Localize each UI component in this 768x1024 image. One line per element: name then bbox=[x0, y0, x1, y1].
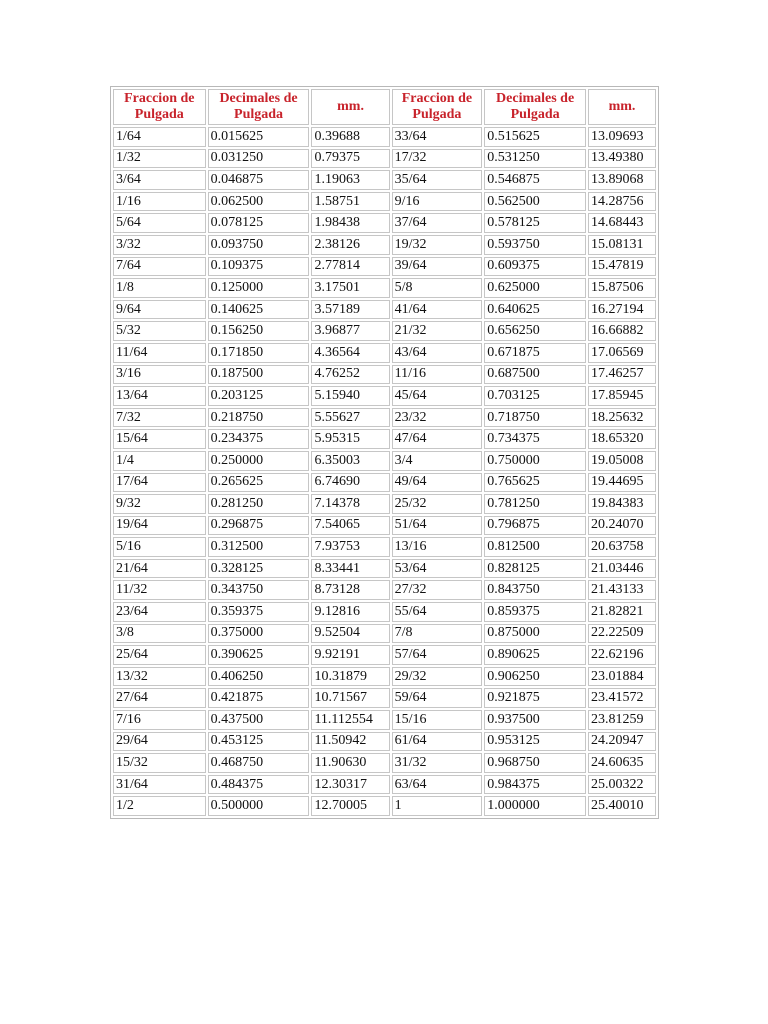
mm-cell: 19.44695 bbox=[588, 473, 656, 493]
mm-cell: 19.05008 bbox=[588, 451, 656, 471]
fraction-cell: 3/16 bbox=[113, 365, 206, 385]
fraction-cell: 17/64 bbox=[113, 473, 206, 493]
decimal-cell: 0.890625 bbox=[484, 645, 586, 665]
header-line: Pulgada bbox=[134, 107, 184, 122]
table-row bbox=[113, 537, 656, 557]
fraction-cell: 5/16 bbox=[113, 537, 206, 557]
fraction-cell: 7/16 bbox=[113, 710, 206, 730]
fraction-cell: 33/64 bbox=[392, 127, 483, 147]
decimal-cell: 0.515625 bbox=[484, 127, 586, 147]
fraction-cell: 1/2 bbox=[113, 796, 206, 816]
decimal-cell: 0.593750 bbox=[484, 235, 586, 255]
fraction-cell: 11/16 bbox=[392, 365, 483, 385]
fraction-cell: 13/64 bbox=[113, 386, 206, 406]
mm-cell: 3.17501 bbox=[311, 278, 389, 298]
fraction-cell: 17/32 bbox=[392, 149, 483, 169]
fraction-cell: 61/64 bbox=[392, 732, 483, 752]
decimal-cell: 0.921875 bbox=[484, 688, 586, 708]
mm-cell: 17.85945 bbox=[588, 386, 656, 406]
mm-cell: 22.22509 bbox=[588, 624, 656, 644]
mm-cell: 15.08131 bbox=[588, 235, 656, 255]
decimal-cell: 0.390625 bbox=[208, 645, 310, 665]
mm-cell: 23.01884 bbox=[588, 667, 656, 687]
decimal-cell: 0.234375 bbox=[208, 429, 310, 449]
table-row bbox=[113, 753, 656, 773]
header-line: mm. bbox=[608, 99, 636, 114]
mm-cell: 2.38126 bbox=[311, 235, 389, 255]
fraction-cell: 1/4 bbox=[113, 451, 206, 471]
mm-cell: 20.63758 bbox=[588, 537, 656, 557]
decimal-cell: 0.812500 bbox=[484, 537, 586, 557]
mm-cell: 3.57189 bbox=[311, 300, 389, 320]
mm-cell: 9.92191 bbox=[311, 645, 389, 665]
fraction-cell: 15/32 bbox=[113, 753, 206, 773]
table-row bbox=[113, 235, 656, 255]
fraction-cell: 3/4 bbox=[392, 451, 483, 471]
decimal-cell: 0.328125 bbox=[208, 559, 310, 579]
decimal-cell: 0.906250 bbox=[484, 667, 586, 687]
fraction-cell: 21/64 bbox=[113, 559, 206, 579]
decimal-cell: 0.312500 bbox=[208, 537, 310, 557]
table-row bbox=[113, 451, 656, 471]
mm-cell: 15.87506 bbox=[588, 278, 656, 298]
header-decimal-right bbox=[484, 89, 586, 125]
mm-cell: 8.73128 bbox=[311, 580, 389, 600]
decimal-cell: 0.718750 bbox=[484, 408, 586, 428]
table-row bbox=[113, 645, 656, 665]
fraction-cell: 9/16 bbox=[392, 192, 483, 212]
decimal-cell: 0.078125 bbox=[208, 213, 310, 233]
header-line: Pulgada bbox=[234, 107, 284, 122]
mm-cell: 14.68443 bbox=[588, 213, 656, 233]
header-line: Decimales de bbox=[219, 91, 298, 106]
mm-cell: 22.62196 bbox=[588, 645, 656, 665]
mm-cell: 10.31879 bbox=[311, 667, 389, 687]
decimal-cell: 0.281250 bbox=[208, 494, 310, 514]
header-decimal-left bbox=[208, 89, 310, 125]
mm-cell: 1.98438 bbox=[311, 213, 389, 233]
mm-cell: 9.12816 bbox=[311, 602, 389, 622]
table-row bbox=[113, 343, 656, 363]
fraction-cell: 1/32 bbox=[113, 149, 206, 169]
decimal-cell: 0.625000 bbox=[484, 278, 586, 298]
table-row bbox=[113, 710, 656, 730]
decimal-cell: 0.765625 bbox=[484, 473, 586, 493]
table-row bbox=[113, 278, 656, 298]
decimal-cell: 0.500000 bbox=[208, 796, 310, 816]
decimal-cell: 0.421875 bbox=[208, 688, 310, 708]
decimal-cell: 0.250000 bbox=[208, 451, 310, 471]
fraction-cell: 1/16 bbox=[113, 192, 206, 212]
table-row bbox=[113, 602, 656, 622]
decimal-cell: 0.781250 bbox=[484, 494, 586, 514]
fraction-cell: 5/64 bbox=[113, 213, 206, 233]
fraction-cell: 57/64 bbox=[392, 645, 483, 665]
fraction-cell: 59/64 bbox=[392, 688, 483, 708]
fraction-cell: 13/32 bbox=[113, 667, 206, 687]
decimal-cell: 0.359375 bbox=[208, 602, 310, 622]
fraction-cell: 27/64 bbox=[113, 688, 206, 708]
fraction-cell: 45/64 bbox=[392, 386, 483, 406]
table-row bbox=[113, 732, 656, 752]
fraction-cell: 15/16 bbox=[392, 710, 483, 730]
table-row bbox=[113, 667, 656, 687]
mm-cell: 25.00322 bbox=[588, 775, 656, 795]
decimal-cell: 0.640625 bbox=[484, 300, 586, 320]
mm-cell: 0.79375 bbox=[311, 149, 389, 169]
decimal-cell: 0.843750 bbox=[484, 580, 586, 600]
fraction-cell: 19/64 bbox=[113, 516, 206, 536]
decimal-cell: 0.437500 bbox=[208, 710, 310, 730]
decimal-cell: 0.093750 bbox=[208, 235, 310, 255]
decimal-cell: 0.796875 bbox=[484, 516, 586, 536]
mm-cell: 5.95315 bbox=[311, 429, 389, 449]
mm-cell: 17.46257 bbox=[588, 365, 656, 385]
table-row bbox=[113, 386, 656, 406]
table-row bbox=[113, 775, 656, 795]
fraction-cell: 63/64 bbox=[392, 775, 483, 795]
decimal-cell: 0.015625 bbox=[208, 127, 310, 147]
mm-cell: 19.84383 bbox=[588, 494, 656, 514]
decimal-cell: 0.687500 bbox=[484, 365, 586, 385]
fraction-cell: 5/32 bbox=[113, 321, 206, 341]
table-body bbox=[113, 127, 656, 816]
table-row bbox=[113, 429, 656, 449]
table-row bbox=[113, 580, 656, 600]
table-row bbox=[113, 688, 656, 708]
decimal-cell: 0.203125 bbox=[208, 386, 310, 406]
table-row bbox=[113, 494, 656, 514]
mm-cell: 13.89068 bbox=[588, 170, 656, 190]
decimal-cell: 0.609375 bbox=[484, 257, 586, 277]
header-fraction-left bbox=[113, 89, 206, 125]
decimal-cell: 0.984375 bbox=[484, 775, 586, 795]
decimal-cell: 0.578125 bbox=[484, 213, 586, 233]
fraction-cell: 39/64 bbox=[392, 257, 483, 277]
table-row bbox=[113, 192, 656, 212]
decimal-cell: 0.125000 bbox=[208, 278, 310, 298]
decimal-cell: 0.859375 bbox=[484, 602, 586, 622]
fraction-cell: 15/64 bbox=[113, 429, 206, 449]
decimal-cell: 0.546875 bbox=[484, 170, 586, 190]
mm-cell: 12.30317 bbox=[311, 775, 389, 795]
mm-cell: 15.47819 bbox=[588, 257, 656, 277]
mm-cell: 1.58751 bbox=[311, 192, 389, 212]
table-row bbox=[113, 170, 656, 190]
decimal-cell: 0.406250 bbox=[208, 667, 310, 687]
fraction-cell: 23/32 bbox=[392, 408, 483, 428]
header-fraction-right bbox=[392, 89, 483, 125]
mm-cell: 25.40010 bbox=[588, 796, 656, 816]
decimal-cell: 0.453125 bbox=[208, 732, 310, 752]
mm-cell: 7.14378 bbox=[311, 494, 389, 514]
decimal-cell: 0.156250 bbox=[208, 321, 310, 341]
table-row bbox=[113, 559, 656, 579]
conversion-table bbox=[110, 86, 659, 819]
fraction-cell: 11/64 bbox=[113, 343, 206, 363]
decimal-cell: 0.671875 bbox=[484, 343, 586, 363]
fraction-cell: 21/32 bbox=[392, 321, 483, 341]
table-row bbox=[113, 213, 656, 233]
fraction-cell: 43/64 bbox=[392, 343, 483, 363]
table-row bbox=[113, 516, 656, 536]
table-row bbox=[113, 624, 656, 644]
fraction-cell: 5/8 bbox=[392, 278, 483, 298]
decimal-cell: 0.750000 bbox=[484, 451, 586, 471]
fraction-cell: 7/32 bbox=[113, 408, 206, 428]
mm-cell: 5.55627 bbox=[311, 408, 389, 428]
table-row bbox=[113, 257, 656, 277]
fraction-cell: 1/8 bbox=[113, 278, 206, 298]
fraction-cell: 9/32 bbox=[113, 494, 206, 514]
mm-cell: 13.09693 bbox=[588, 127, 656, 147]
header-line: mm. bbox=[337, 99, 364, 114]
fraction-cell: 1/64 bbox=[113, 127, 206, 147]
decimal-cell: 0.656250 bbox=[484, 321, 586, 341]
header-line: Fraccion de bbox=[401, 91, 473, 106]
fraction-cell: 11/32 bbox=[113, 580, 206, 600]
mm-cell: 17.06569 bbox=[588, 343, 656, 363]
fraction-cell: 47/64 bbox=[392, 429, 483, 449]
fraction-cell: 23/64 bbox=[113, 602, 206, 622]
decimal-cell: 0.828125 bbox=[484, 559, 586, 579]
decimal-cell: 1.000000 bbox=[484, 796, 586, 816]
decimal-cell: 0.937500 bbox=[484, 710, 586, 730]
fraction-cell: 51/64 bbox=[392, 516, 483, 536]
header-mm-right bbox=[588, 89, 656, 125]
fraction-cell: 3/8 bbox=[113, 624, 206, 644]
decimal-cell: 0.140625 bbox=[208, 300, 310, 320]
mm-cell: 12.70005 bbox=[311, 796, 389, 816]
decimal-cell: 0.265625 bbox=[208, 473, 310, 493]
decimal-cell: 0.875000 bbox=[484, 624, 586, 644]
fraction-cell: 3/32 bbox=[113, 235, 206, 255]
fraction-cell: 7/8 bbox=[392, 624, 483, 644]
mm-cell: 16.66882 bbox=[588, 321, 656, 341]
mm-cell: 14.28756 bbox=[588, 192, 656, 212]
decimal-cell: 0.343750 bbox=[208, 580, 310, 600]
decimal-cell: 0.296875 bbox=[208, 516, 310, 536]
mm-cell: 7.93753 bbox=[311, 537, 389, 557]
decimal-cell: 0.046875 bbox=[208, 170, 310, 190]
fraction-cell: 1 bbox=[392, 796, 483, 816]
mm-cell: 7.54065 bbox=[311, 516, 389, 536]
mm-cell: 11.90630 bbox=[311, 753, 389, 773]
decimal-cell: 0.218750 bbox=[208, 408, 310, 428]
decimal-cell: 0.953125 bbox=[484, 732, 586, 752]
decimal-cell: 0.468750 bbox=[208, 753, 310, 773]
decimal-cell: 0.484375 bbox=[208, 775, 310, 795]
table-row bbox=[113, 796, 656, 816]
header-line: Decimales de bbox=[496, 91, 575, 106]
mm-cell: 23.81259 bbox=[588, 710, 656, 730]
mm-cell: 6.35003 bbox=[311, 451, 389, 471]
fraction-cell: 29/64 bbox=[113, 732, 206, 752]
decimal-cell: 0.703125 bbox=[484, 386, 586, 406]
header-line: Fraccion de bbox=[124, 91, 195, 106]
mm-cell: 20.24070 bbox=[588, 516, 656, 536]
fraction-cell: 35/64 bbox=[392, 170, 483, 190]
mm-cell: 6.74690 bbox=[311, 473, 389, 493]
fraction-cell: 25/32 bbox=[392, 494, 483, 514]
fraction-cell: 49/64 bbox=[392, 473, 483, 493]
table-row bbox=[113, 321, 656, 341]
header-line: Pulgada bbox=[412, 107, 462, 122]
fraction-cell: 37/64 bbox=[392, 213, 483, 233]
decimal-cell: 0.171850 bbox=[208, 343, 310, 363]
fraction-cell: 7/64 bbox=[113, 257, 206, 277]
decimal-cell: 0.062500 bbox=[208, 192, 310, 212]
decimal-cell: 0.531250 bbox=[484, 149, 586, 169]
mm-cell: 23.41572 bbox=[588, 688, 656, 708]
mm-cell: 4.76252 bbox=[311, 365, 389, 385]
decimal-cell: 0.031250 bbox=[208, 149, 310, 169]
mm-cell: 8.33441 bbox=[311, 559, 389, 579]
mm-cell: 21.43133 bbox=[588, 580, 656, 600]
header-mm-left bbox=[311, 89, 389, 125]
mm-cell: 24.60635 bbox=[588, 753, 656, 773]
mm-cell: 21.82821 bbox=[588, 602, 656, 622]
mm-cell: 16.27194 bbox=[588, 300, 656, 320]
decimal-cell: 0.109375 bbox=[208, 257, 310, 277]
decimal-cell: 0.968750 bbox=[484, 753, 586, 773]
mm-cell: 11.112554 bbox=[311, 710, 389, 730]
mm-cell: 18.65320 bbox=[588, 429, 656, 449]
mm-cell: 5.15940 bbox=[311, 386, 389, 406]
table-row bbox=[113, 473, 656, 493]
decimal-cell: 0.187500 bbox=[208, 365, 310, 385]
table-row bbox=[113, 127, 656, 147]
mm-cell: 10.71567 bbox=[311, 688, 389, 708]
fraction-cell: 53/64 bbox=[392, 559, 483, 579]
mm-cell: 1.19063 bbox=[311, 170, 389, 190]
mm-cell: 24.20947 bbox=[588, 732, 656, 752]
mm-cell: 21.03446 bbox=[588, 559, 656, 579]
table-row bbox=[113, 408, 656, 428]
table-row bbox=[113, 300, 656, 320]
mm-cell: 0.39688 bbox=[311, 127, 389, 147]
table-header-row bbox=[113, 89, 656, 125]
fraction-cell: 25/64 bbox=[113, 645, 206, 665]
fraction-cell: 19/32 bbox=[392, 235, 483, 255]
fraction-cell: 31/64 bbox=[113, 775, 206, 795]
mm-cell: 2.77814 bbox=[311, 257, 389, 277]
mm-cell: 18.25632 bbox=[588, 408, 656, 428]
fraction-cell: 31/32 bbox=[392, 753, 483, 773]
fraction-cell: 9/64 bbox=[113, 300, 206, 320]
mm-cell: 11.50942 bbox=[311, 732, 389, 752]
fraction-cell: 41/64 bbox=[392, 300, 483, 320]
mm-cell: 3.96877 bbox=[311, 321, 389, 341]
header-line: Pulgada bbox=[510, 107, 560, 122]
fraction-cell: 13/16 bbox=[392, 537, 483, 557]
table-row bbox=[113, 365, 656, 385]
decimal-cell: 0.375000 bbox=[208, 624, 310, 644]
decimal-cell: 0.734375 bbox=[484, 429, 586, 449]
fraction-cell: 3/64 bbox=[113, 170, 206, 190]
table-row bbox=[113, 149, 656, 169]
fraction-cell: 55/64 bbox=[392, 602, 483, 622]
mm-cell: 13.49380 bbox=[588, 149, 656, 169]
fraction-cell: 27/32 bbox=[392, 580, 483, 600]
mm-cell: 4.36564 bbox=[311, 343, 389, 363]
fraction-cell: 29/32 bbox=[392, 667, 483, 687]
decimal-cell: 0.562500 bbox=[484, 192, 586, 212]
mm-cell: 9.52504 bbox=[311, 624, 389, 644]
